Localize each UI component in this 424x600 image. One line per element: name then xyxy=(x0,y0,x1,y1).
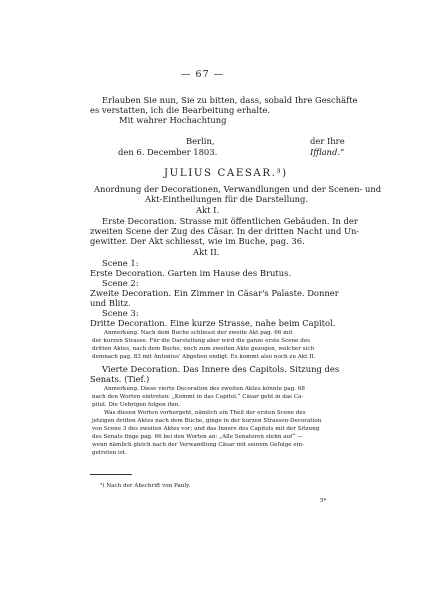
note-line: nach den Worten eintreten: „Kommt in das Capitol.“ Cäsar geht in das Ca- xyxy=(92,394,304,400)
footnote: ³) Nach der Abschrift von Pauly. xyxy=(100,483,191,489)
letter-line: Erlauben Sie nun, Sie zu bitten, dass, sobald Ihre Geschäfte xyxy=(102,95,358,105)
scene-label: Scene 1: xyxy=(102,258,139,268)
note-line: getreten ist. xyxy=(92,450,127,456)
scene-label: Scene 2: xyxy=(102,278,139,288)
note-line: der kurzen Strasse. Für die Darstellung aber wird die ganze erste Scene des xyxy=(92,338,311,344)
note-line: Was diesen Worten vorhergeht, nämlich ein Theil der ersten Scene des xyxy=(104,410,306,416)
letter-line: es verstatten, ich die Bearbeitung erhalte. xyxy=(90,105,271,115)
decoration-text: Vierte Decoration. Das Innere des Capitols. Sitzung des xyxy=(102,364,340,374)
note-line: Anmerkung. Nach dem Buche schliesst der zweite Akt pag. 66 mit xyxy=(104,330,293,336)
decoration-text: Dritte Decoration. Eine kurze Strasse, nahe beim Capitol. xyxy=(90,318,336,328)
signature-mark: 5* xyxy=(320,498,327,504)
intro-line: Akt-Eintheilungen für die Darstellung. xyxy=(145,194,309,204)
act-text: zweiten Scene der Zug des Cäsar. In der dritten Nacht und Un- xyxy=(90,226,360,236)
letter-date: den 6. December 1803. xyxy=(118,147,218,157)
act-text: Erste Decoration. Strasse mit öffentlichen Gebäuden. In der xyxy=(102,216,358,226)
scene-label: Scene 3: xyxy=(102,308,139,318)
footnote-rule xyxy=(90,474,132,475)
page-number: — 67 — xyxy=(181,69,225,80)
note-line: wenn nämlich gleich nach der Verwandlung Cäsar mit seinem Gefolge ein- xyxy=(92,442,304,448)
decoration-text: Erste Decoration. Garten im Hause des Brutus. xyxy=(90,268,292,278)
note-line: pitol. Die Uebrigen folgen ihm. xyxy=(92,402,181,408)
act-text: gewitter. Der Akt schliesst, wie im Buche, pag. 36. xyxy=(90,236,305,246)
note-line: demnach pag. 83 mit Antonius' Abgehen endigt. Es kommt also noch zu Akt II. xyxy=(92,354,316,360)
letter-sign-pre: der Ihre xyxy=(310,136,345,146)
act-heading: Akt II. xyxy=(193,247,220,257)
decoration-text: und Blitz. xyxy=(90,298,131,308)
decoration-text: Zweite Decoration. Ein Zimmer in Cäsar's Palaste. Donner xyxy=(90,288,339,298)
act-heading: Akt I. xyxy=(196,205,220,215)
note-line: jetzigen dritten Aktes nach dem Buche, gingе in der kurzen Strassen-Decoration xyxy=(92,418,322,424)
note-line: von Scene 3 des zweiten Aktes vor; und das Innere des Capitols mit der Sitzung xyxy=(92,426,320,432)
note-line: des Senats finge pag. 66 bei den Worten an: „Alle Senatoren stehn auf“ — xyxy=(92,434,303,440)
intro-line: Anordnung der Decorationen, Verwandlungen und der Scenen- und xyxy=(94,184,382,194)
note-line: dritten Aktes, nach dem Buche, noch zum zweiten Akte gezogen, welcher sich xyxy=(92,346,315,352)
letter-closing: Mit wahrer Hochachtung xyxy=(119,115,227,125)
note-line: Anmerkung. Diese vierte Decoration des zweiten Aktes könnte pag. 68 xyxy=(104,386,305,392)
section-title: JULIUS CAESAR.³) xyxy=(164,168,288,179)
decoration-text: Senats. (Tief.) xyxy=(90,374,150,384)
letter-signature: Iffland.“ xyxy=(310,147,345,157)
letter-place: Berlin, xyxy=(186,136,215,146)
